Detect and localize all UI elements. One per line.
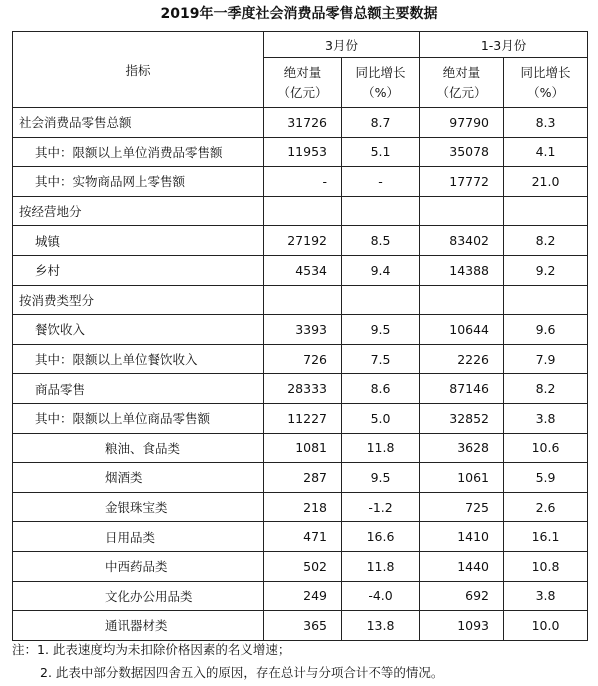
table-title: 2019年一季度社会消费品零售总额主要数据 bbox=[160, 6, 438, 22]
q1-yoy: 8.2 bbox=[504, 226, 588, 256]
march-yoy: 11.8 bbox=[342, 433, 420, 463]
header-yoy-label: 同比增长 bbox=[520, 64, 571, 80]
table-row bbox=[13, 196, 588, 226]
table-row bbox=[13, 315, 588, 345]
q1-yoy: 3.8 bbox=[504, 403, 588, 433]
march-absolute: 11953 bbox=[264, 137, 342, 167]
row-label: 按消费类型分 bbox=[13, 285, 264, 315]
row-label: 其中：限额以上单位商品零售额 bbox=[13, 403, 264, 433]
q1-yoy: 16.1 bbox=[504, 522, 588, 552]
footnotes bbox=[12, 638, 587, 684]
row-label: 中西药品类 bbox=[13, 551, 264, 581]
q1-absolute: 1410 bbox=[420, 522, 504, 552]
q1-yoy bbox=[504, 196, 588, 226]
q1-absolute: 1440 bbox=[420, 551, 504, 581]
q1-absolute: 2226 bbox=[420, 344, 504, 374]
table-row bbox=[13, 108, 588, 138]
q1-yoy: 2.6 bbox=[504, 492, 588, 522]
march-absolute: 471 bbox=[264, 522, 342, 552]
q1-yoy: 8.3 bbox=[504, 108, 588, 138]
header-yoy-label: 同比增长 bbox=[355, 64, 406, 80]
q1-yoy: 10.0 bbox=[504, 611, 588, 641]
row-label: 日用品类 bbox=[13, 522, 264, 552]
march-yoy: -1.2 bbox=[342, 492, 420, 522]
table-row bbox=[13, 137, 588, 167]
table-row bbox=[13, 611, 588, 641]
table-row bbox=[13, 167, 588, 197]
row-label: 其中：限额以上单位餐饮收入 bbox=[13, 344, 264, 374]
table-row bbox=[13, 581, 588, 611]
q1-absolute: 725 bbox=[420, 492, 504, 522]
march-absolute: 1081 bbox=[264, 433, 342, 463]
march-yoy bbox=[342, 285, 420, 315]
march-absolute: 218 bbox=[264, 492, 342, 522]
march-yoy: 7.5 bbox=[342, 344, 420, 374]
row-label: 城镇 bbox=[13, 226, 264, 256]
q1-yoy: 5.9 bbox=[504, 463, 588, 493]
header-indicator: 指标 bbox=[13, 32, 264, 108]
march-absolute: 3393 bbox=[264, 315, 342, 345]
table-row bbox=[13, 374, 588, 404]
march-absolute: 27192 bbox=[264, 226, 342, 256]
header-row-groups bbox=[13, 32, 588, 58]
table-row bbox=[13, 255, 588, 285]
table-row bbox=[13, 285, 588, 315]
q1-yoy: 7.9 bbox=[504, 344, 588, 374]
march-absolute: - bbox=[264, 167, 342, 197]
march-yoy: 9.5 bbox=[342, 463, 420, 493]
march-yoy: 9.4 bbox=[342, 255, 420, 285]
row-label: 粮油、食品类 bbox=[13, 433, 264, 463]
q1-yoy: 8.2 bbox=[504, 374, 588, 404]
header-march-yoy bbox=[342, 58, 420, 108]
march-yoy: 16.6 bbox=[342, 522, 420, 552]
march-yoy: - bbox=[342, 167, 420, 197]
row-label: 文化办公用品类 bbox=[13, 581, 264, 611]
march-absolute: 31726 bbox=[264, 108, 342, 138]
march-absolute bbox=[264, 196, 342, 226]
march-absolute: 502 bbox=[264, 551, 342, 581]
footnote-2: 2. 此表中部分数据因四舍五入的原因，存在总计与分项合计不等的情况。 bbox=[40, 665, 444, 680]
q1-absolute: 17772 bbox=[420, 167, 504, 197]
header-q1-abs bbox=[420, 58, 504, 108]
table-row bbox=[13, 492, 588, 522]
table-row bbox=[13, 433, 588, 463]
march-absolute: 249 bbox=[264, 581, 342, 611]
march-yoy: -4.0 bbox=[342, 581, 420, 611]
table-row bbox=[13, 551, 588, 581]
march-yoy: 13.8 bbox=[342, 611, 420, 641]
q1-yoy: 10.6 bbox=[504, 433, 588, 463]
data-table bbox=[12, 31, 588, 641]
header-abs-unit: （亿元） bbox=[277, 84, 328, 100]
march-absolute bbox=[264, 285, 342, 315]
q1-yoy bbox=[504, 285, 588, 315]
q1-yoy: 21.0 bbox=[504, 167, 588, 197]
table-row bbox=[13, 403, 588, 433]
q1-absolute bbox=[420, 196, 504, 226]
q1-yoy: 3.8 bbox=[504, 581, 588, 611]
march-yoy: 11.8 bbox=[342, 551, 420, 581]
row-label: 其中：实物商品网上零售额 bbox=[13, 167, 264, 197]
q1-absolute: 35078 bbox=[420, 137, 504, 167]
q1-yoy: 9.2 bbox=[504, 255, 588, 285]
table-row bbox=[13, 344, 588, 374]
table-row bbox=[13, 463, 588, 493]
table-row bbox=[13, 226, 588, 256]
march-absolute: 28333 bbox=[264, 374, 342, 404]
header-q1-yoy bbox=[504, 58, 588, 108]
march-yoy bbox=[342, 196, 420, 226]
march-yoy: 9.5 bbox=[342, 315, 420, 345]
header-yoy-unit: （%） bbox=[362, 84, 399, 100]
q1-absolute: 83402 bbox=[420, 226, 504, 256]
march-yoy: 8.6 bbox=[342, 374, 420, 404]
row-label: 金银珠宝类 bbox=[13, 492, 264, 522]
q1-absolute: 1093 bbox=[420, 611, 504, 641]
q1-yoy: 9.6 bbox=[504, 315, 588, 345]
march-absolute: 287 bbox=[264, 463, 342, 493]
header-abs-unit: （亿元） bbox=[436, 84, 487, 100]
q1-absolute: 87146 bbox=[420, 374, 504, 404]
q1-yoy: 10.8 bbox=[504, 551, 588, 581]
q1-absolute: 32852 bbox=[420, 403, 504, 433]
march-yoy: 8.5 bbox=[342, 226, 420, 256]
march-yoy: 5.1 bbox=[342, 137, 420, 167]
header-yoy-unit: （%） bbox=[527, 84, 564, 100]
row-label: 其中：限额以上单位消费品零售额 bbox=[13, 137, 264, 167]
q1-absolute: 1061 bbox=[420, 463, 504, 493]
q1-absolute: 14388 bbox=[420, 255, 504, 285]
row-label: 餐饮收入 bbox=[13, 315, 264, 345]
march-absolute: 11227 bbox=[264, 403, 342, 433]
march-yoy: 5.0 bbox=[342, 403, 420, 433]
row-label: 乡村 bbox=[13, 255, 264, 285]
table-row bbox=[13, 522, 588, 552]
row-label: 通讯器材类 bbox=[13, 611, 264, 641]
march-absolute: 726 bbox=[264, 344, 342, 374]
footnote-1: 注：1. 此表速度均为未扣除价格因素的名义增速； bbox=[12, 642, 291, 657]
header-march-abs bbox=[264, 58, 342, 108]
row-label: 按经营地分 bbox=[13, 196, 264, 226]
header-abs-label: 绝对量 bbox=[283, 64, 322, 80]
header-group-march: 3月份 bbox=[264, 32, 420, 58]
q1-yoy: 4.1 bbox=[504, 137, 588, 167]
q1-absolute: 3628 bbox=[420, 433, 504, 463]
march-absolute: 4534 bbox=[264, 255, 342, 285]
row-label: 社会消费品零售总额 bbox=[13, 108, 264, 138]
q1-absolute: 10644 bbox=[420, 315, 504, 345]
q1-absolute bbox=[420, 285, 504, 315]
q1-absolute: 692 bbox=[420, 581, 504, 611]
q1-absolute: 97790 bbox=[420, 108, 504, 138]
march-absolute: 365 bbox=[264, 611, 342, 641]
row-label: 烟酒类 bbox=[13, 463, 264, 493]
march-yoy: 8.7 bbox=[342, 108, 420, 138]
header-abs-label: 绝对量 bbox=[442, 64, 481, 80]
row-label: 商品零售 bbox=[13, 374, 264, 404]
header-group-q1: 1-3月份 bbox=[420, 32, 588, 58]
